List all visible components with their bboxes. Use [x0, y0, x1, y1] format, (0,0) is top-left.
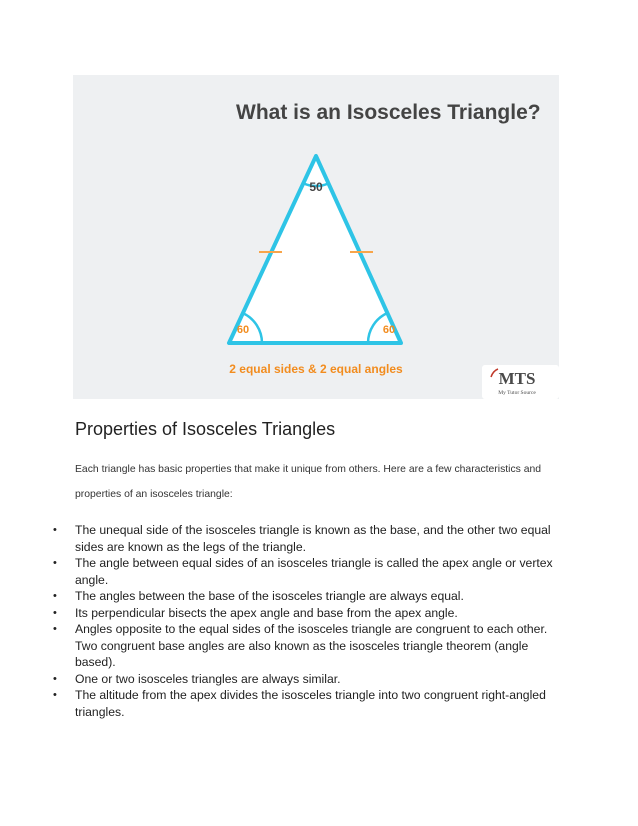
- property-item: [53, 621, 565, 671]
- property-text: The altitude from the apex divides the isosceles triangle into two congruent right-angled triangles.: [75, 688, 546, 719]
- property-text: Its perpendicular bisects the apex angle and base from the apex angle.: [75, 605, 458, 620]
- triangle-diagram: [73, 75, 559, 399]
- property-item: [53, 522, 565, 555]
- property-text: The angle between equal sides of an isosceles triangle is called the apex angle or vertex angle.: [75, 556, 553, 587]
- property-text: The unequal side of the isosceles triangle is known as the base, and the other two equal sides are known as the legs of the triangle.: [75, 523, 551, 554]
- property-item: [53, 687, 565, 720]
- property-item: [53, 555, 565, 588]
- bullet-icon: •: [53, 623, 57, 635]
- property-item: [53, 605, 565, 622]
- bullet-icon: •: [53, 689, 57, 701]
- properties-list: [53, 522, 565, 720]
- property-text: The angles between the base of the isosceles triangle are always equal.: [75, 589, 464, 603]
- bullet-icon: •: [53, 590, 57, 602]
- logo-tagline: My Tutor Source: [498, 390, 536, 396]
- bullet-icon: •: [53, 524, 57, 536]
- property-text: Angles opposite to the equal sides of the isosceles triangle are congruent to each other. Two congruent base angles are also known as the isosceles triangle theorem (angle based).: [75, 622, 548, 669]
- isosceles-triangle-figure: [73, 75, 559, 399]
- left-base-angle-label: 60: [236, 324, 250, 336]
- bullet-icon: •: [53, 672, 57, 685]
- logo-letters: MTS: [498, 369, 536, 388]
- property-text: One or two isosceles triangles are always similar.: [75, 671, 341, 686]
- figure-title: What is an Isosceles Triangle?: [236, 101, 541, 124]
- apex-angle-label: 50: [309, 180, 323, 194]
- property-item: [53, 588, 565, 605]
- intro-paragraph: Each triangle has basic properties that make it unique from others. Here are a few characteristics and properties of an isosceles triangle:: [75, 464, 542, 500]
- bullet-icon: •: [53, 557, 57, 569]
- bullet-icon: •: [53, 606, 57, 619]
- figure-caption: 2 equal sides & 2 equal angles: [229, 362, 403, 376]
- mts-logo: [482, 365, 559, 399]
- section-heading: Properties of Isosceles Triangles: [75, 419, 336, 439]
- property-item: [53, 671, 565, 688]
- right-base-angle-label: 60: [382, 324, 396, 336]
